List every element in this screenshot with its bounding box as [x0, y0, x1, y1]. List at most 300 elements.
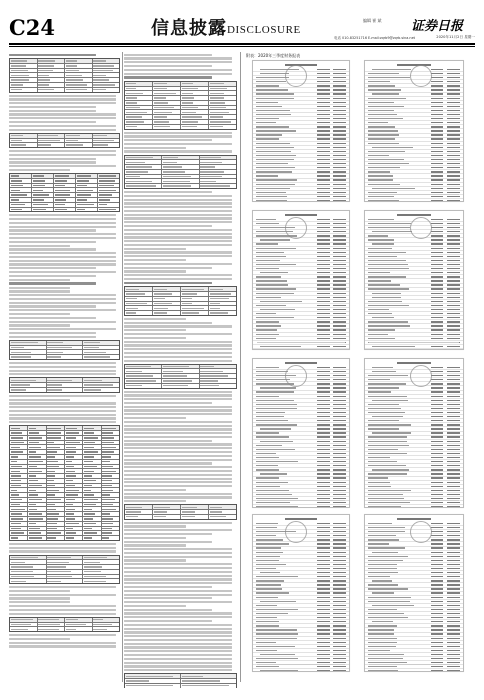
- table-cell: [65, 503, 83, 507]
- table-cell: [10, 139, 38, 143]
- table-cell: [10, 426, 28, 430]
- table-cell: [65, 134, 93, 138]
- table-cell: [153, 311, 181, 315]
- text-line: [124, 643, 232, 645]
- table-cell: [10, 179, 32, 183]
- table-cell: [83, 498, 101, 502]
- table-cell: [10, 350, 47, 354]
- text-line: [124, 578, 232, 580]
- text-line: [124, 474, 232, 476]
- table-cell: [153, 120, 181, 124]
- table-cell: [54, 208, 76, 212]
- table-cell: [83, 536, 101, 540]
- table-cell: [93, 618, 120, 622]
- table-cell: [47, 570, 84, 574]
- table-cell: [162, 384, 199, 388]
- table-cell: [65, 531, 83, 535]
- text-line: [9, 395, 116, 397]
- table-cell: [10, 560, 47, 564]
- table-cell: [98, 179, 119, 183]
- table-cell: [47, 493, 65, 497]
- table-cell: [83, 517, 101, 521]
- table-cell: [10, 474, 28, 478]
- table-cell: [83, 431, 101, 435]
- table-cell: [47, 445, 65, 449]
- text-line: [124, 646, 232, 648]
- table-cell: [54, 198, 76, 202]
- text-line: [124, 409, 232, 411]
- table-cell: [10, 64, 38, 68]
- text-line: [9, 125, 116, 127]
- table-cell: [28, 522, 46, 526]
- table-cell: [10, 503, 28, 507]
- table-cell: [125, 374, 162, 378]
- table-cell: [47, 560, 84, 564]
- table-cell: [10, 465, 28, 469]
- table-cell: [125, 160, 162, 164]
- table-cell: [65, 445, 83, 449]
- table-cell: [125, 96, 153, 100]
- table-cell: [28, 531, 46, 535]
- text-line: [124, 139, 212, 141]
- text-line: [124, 233, 232, 235]
- table-cell: [93, 59, 120, 63]
- table-cell: [54, 203, 76, 207]
- table-cell: [38, 139, 66, 143]
- table-cell: [153, 106, 181, 110]
- table-cell: [83, 460, 101, 464]
- table-cell: [125, 91, 153, 95]
- text-line: [9, 645, 116, 647]
- text-line: [9, 248, 96, 250]
- table-cell: [10, 507, 28, 511]
- table-cell: [209, 510, 236, 514]
- table-cell: [10, 565, 47, 569]
- header-rule: [9, 43, 475, 45]
- table-cell: [65, 527, 83, 531]
- sheet-heading-bar: [285, 214, 318, 216]
- text-line: [124, 147, 186, 149]
- table-cell: [181, 302, 209, 306]
- text-line: [124, 421, 232, 423]
- column-divider: [240, 52, 241, 682]
- table-cell: [65, 436, 83, 440]
- table-cell: [10, 522, 28, 526]
- table-cell: [83, 507, 101, 511]
- text-line: [9, 328, 116, 330]
- table-cell: [10, 188, 32, 192]
- table-row: [125, 311, 236, 315]
- table-cell: [102, 498, 119, 502]
- text-line: [124, 425, 232, 427]
- table-cell: [28, 536, 46, 540]
- table-cell: [102, 484, 119, 488]
- text-line: [9, 406, 116, 408]
- text-line: [124, 597, 212, 599]
- table-cell: [10, 203, 32, 207]
- table-cell: [65, 493, 83, 497]
- table-row: [10, 355, 119, 359]
- text-line: [124, 582, 232, 584]
- table-cell: [28, 488, 46, 492]
- table-cell: [10, 469, 28, 473]
- table-cell: [98, 184, 119, 188]
- section-heading-line: [124, 76, 212, 79]
- text-line: [124, 57, 232, 59]
- table-cell: [10, 618, 38, 622]
- table-cell: [209, 292, 236, 296]
- text-line: [124, 150, 232, 152]
- table-cell: [10, 143, 38, 147]
- table-cell: [65, 627, 93, 631]
- text-line: [124, 594, 232, 596]
- text-line: [124, 485, 232, 487]
- text-line: [124, 195, 232, 197]
- text-line: [9, 399, 70, 401]
- table-cell: [65, 73, 93, 77]
- table-cell: [93, 134, 120, 138]
- table-cell: [153, 91, 181, 95]
- table-cell: [162, 374, 199, 378]
- table-cell: [10, 69, 38, 73]
- text-line: [9, 98, 116, 100]
- text-line: [124, 428, 232, 430]
- sheet-heading-bar: [397, 362, 430, 364]
- text-line: [124, 221, 232, 223]
- table-cell: [181, 311, 209, 315]
- table-cell: [76, 203, 98, 207]
- table-cell: [28, 512, 46, 516]
- table-cell: [32, 179, 54, 183]
- table-cell: [65, 479, 83, 483]
- sheet-heading-bar: [285, 362, 318, 364]
- table-cell: [181, 287, 209, 291]
- text-line: [124, 665, 232, 667]
- text-line: [124, 352, 232, 354]
- text-line: [9, 237, 116, 239]
- table-cell: [28, 484, 46, 488]
- text-line: [9, 95, 116, 97]
- table-cell: [10, 527, 28, 531]
- table-cell: [10, 88, 38, 92]
- text-line: [124, 132, 232, 134]
- text-line: [9, 102, 116, 104]
- table-cell: [125, 292, 153, 296]
- text-line: [9, 252, 116, 254]
- text-line: [9, 267, 96, 269]
- table-cell: [10, 460, 28, 464]
- text-line: [124, 533, 212, 535]
- text-line: [124, 522, 232, 524]
- table-cell: [83, 388, 119, 392]
- header-rule-thin: [9, 46, 475, 47]
- table-cell: [32, 184, 54, 188]
- table-cell: [65, 498, 83, 502]
- text-line: [9, 332, 96, 334]
- text-line: [9, 613, 116, 615]
- table-cell: [54, 193, 76, 197]
- table-cell: [65, 474, 83, 478]
- text-line: [9, 165, 116, 167]
- table-cell: [181, 674, 236, 678]
- table-row: [10, 208, 119, 212]
- text-line: [124, 628, 232, 630]
- table-cell: [10, 575, 47, 579]
- table-cell: [10, 627, 38, 631]
- text-line: [9, 233, 116, 235]
- table-cell: [83, 355, 119, 359]
- table-cell: [153, 110, 181, 114]
- table-cell: [65, 431, 83, 435]
- text-line: [124, 624, 232, 626]
- table-cell: [47, 579, 84, 583]
- table-row: [10, 388, 119, 392]
- text-line: [124, 255, 232, 257]
- table-cell: [47, 479, 65, 483]
- table-cell: [98, 188, 119, 192]
- table-cell: [153, 505, 181, 509]
- text-line: [9, 154, 116, 156]
- newspaper-logo: 证券日报: [410, 19, 463, 34]
- text-line: [9, 590, 70, 592]
- table-cell: [181, 101, 209, 105]
- table-cell: [47, 469, 65, 473]
- table-row: [10, 143, 119, 147]
- table-cell: [32, 174, 54, 178]
- table-cell: [102, 450, 119, 454]
- text-line: [9, 586, 116, 588]
- text-line: [124, 478, 232, 480]
- table-cell: [162, 170, 199, 174]
- text-line: [9, 226, 116, 228]
- table-cell: [125, 170, 162, 174]
- table-cell: [10, 355, 47, 359]
- table-cell: [181, 82, 209, 86]
- table-cell: [47, 431, 65, 435]
- section-heading-line: [124, 282, 212, 285]
- table-cell: [125, 106, 153, 110]
- text-line: [9, 402, 116, 404]
- table-cell: [10, 455, 28, 459]
- text-line: [124, 206, 232, 208]
- table-cell: [125, 515, 153, 519]
- table-cell: [83, 474, 101, 478]
- table-cell: [200, 165, 236, 169]
- text-line: [124, 318, 186, 320]
- text-line: [124, 325, 232, 327]
- table-cell: [162, 179, 199, 183]
- editors-line: 编辑 崔 斌: [363, 18, 382, 23]
- table-row: [125, 125, 236, 129]
- table-cell: [83, 469, 101, 473]
- text-line: [124, 466, 232, 468]
- table-cell: [181, 684, 236, 688]
- table-cell: [47, 346, 84, 350]
- text-line: [124, 135, 232, 137]
- statement-sheet: [364, 60, 464, 202]
- table-cell: [102, 493, 119, 497]
- table-cell: [83, 503, 101, 507]
- seal-stamp: [285, 217, 307, 239]
- sheet-row: [365, 199, 463, 202]
- text-line: [124, 447, 232, 449]
- table-cell: [47, 426, 65, 430]
- table-row: [125, 684, 236, 688]
- table-cell: [162, 175, 199, 179]
- table-cell: [93, 627, 120, 631]
- table-cell: [65, 139, 93, 143]
- text-line: [9, 410, 116, 412]
- text-line: [124, 586, 212, 588]
- table-cell: [10, 174, 32, 178]
- table-cell: [65, 512, 83, 516]
- table-cell: [28, 455, 46, 459]
- table-cell: [102, 465, 119, 469]
- data-table: [9, 173, 120, 212]
- text-line: [124, 605, 186, 607]
- table-cell: [125, 365, 162, 369]
- table-cell: [181, 515, 209, 519]
- data-table: [9, 377, 120, 392]
- table-cell: [125, 175, 162, 179]
- data-table: [9, 58, 120, 92]
- text-line: [9, 229, 96, 231]
- table-cell: [47, 355, 84, 359]
- table-cell: [153, 287, 181, 291]
- table-cell: [209, 96, 236, 100]
- table-cell: [47, 484, 65, 488]
- table-cell: [200, 156, 236, 160]
- table-cell: [76, 193, 98, 197]
- table-cell: [10, 498, 28, 502]
- text-line: [124, 552, 232, 554]
- data-table: [9, 425, 120, 540]
- text-line: [124, 263, 232, 265]
- table-cell: [47, 575, 84, 579]
- text-line: [9, 113, 116, 115]
- statement-sheet: [252, 60, 350, 202]
- table-cell: [47, 522, 65, 526]
- text-line: [124, 202, 232, 204]
- table-cell: [83, 484, 101, 488]
- table-cell: [47, 517, 65, 521]
- text-line: [124, 669, 232, 671]
- text-line: [124, 341, 232, 343]
- table-cell: [200, 369, 236, 373]
- table-cell: [28, 527, 46, 531]
- statement-sheet: [364, 210, 464, 350]
- text-line: [9, 373, 116, 375]
- table-cell: [93, 64, 120, 68]
- table-cell: [209, 515, 236, 519]
- table-cell: [209, 297, 236, 301]
- table-cell: [209, 87, 236, 91]
- section-title: 信息披露: [151, 18, 227, 39]
- table-cell: [83, 436, 101, 440]
- table-cell: [47, 383, 84, 387]
- table-row: [10, 627, 119, 631]
- table-cell: [209, 505, 236, 509]
- table-cell: [32, 188, 54, 192]
- table-cell: [83, 493, 101, 497]
- text-line: [9, 594, 116, 596]
- signature-line: [257, 500, 345, 504]
- table-cell: [200, 384, 236, 388]
- table-cell: [125, 156, 162, 160]
- table-cell: [83, 450, 101, 454]
- sheet-heading-bar: [285, 518, 318, 520]
- text-line: [124, 413, 232, 415]
- text-line: [9, 417, 116, 419]
- table-cell: [38, 623, 66, 627]
- table-cell: [47, 450, 65, 454]
- sheet-heading-bar: [397, 518, 430, 520]
- table-cell: [98, 203, 119, 207]
- table-cell: [83, 426, 101, 430]
- table-cell: [98, 174, 119, 178]
- table-cell: [102, 469, 119, 473]
- table-cell: [209, 287, 236, 291]
- text-line: [9, 362, 116, 364]
- table-cell: [93, 88, 120, 92]
- table-cell: [83, 341, 119, 345]
- table-cell: [102, 436, 119, 440]
- text-line: [124, 563, 232, 565]
- table-cell: [47, 465, 65, 469]
- header-meta: [325, 16, 475, 42]
- table-cell: [76, 174, 98, 178]
- table-cell: [54, 188, 76, 192]
- table-cell: [47, 350, 84, 354]
- data-table: [9, 555, 120, 585]
- table-cell: [102, 522, 119, 526]
- table-cell: [200, 379, 236, 383]
- text-line: [124, 451, 232, 453]
- table-cell: [125, 82, 153, 86]
- text-line: [124, 267, 212, 269]
- table-cell: [65, 69, 93, 73]
- table-cell: [83, 512, 101, 516]
- table-cell: [83, 383, 119, 387]
- table-cell: [28, 474, 46, 478]
- table-cell: [28, 450, 46, 454]
- text-line: [124, 240, 232, 242]
- table-cell: [10, 436, 28, 440]
- contact-line: 电话 010-83251716 E-mail:zqrb9@zqrb.sina.net: [334, 36, 415, 40]
- table-cell: [200, 170, 236, 174]
- table-cell: [76, 179, 98, 183]
- text-line: [124, 143, 232, 145]
- section-heading-line: [9, 282, 96, 285]
- table-cell: [10, 623, 38, 627]
- table-cell: [65, 517, 83, 521]
- table-cell: [93, 139, 120, 143]
- table-cell: [10, 484, 28, 488]
- text-line: [124, 199, 232, 201]
- text-line: [124, 259, 186, 261]
- table-cell: [10, 488, 28, 492]
- text-line: [124, 348, 232, 350]
- table-cell: [38, 88, 66, 92]
- table-cell: [162, 369, 199, 373]
- table-cell: [200, 374, 236, 378]
- table-cell: [153, 292, 181, 296]
- table-cell: [28, 465, 46, 469]
- table-cell: [47, 527, 65, 531]
- table-cell: [200, 184, 236, 188]
- text-line: [124, 571, 232, 573]
- table-cell: [181, 306, 209, 310]
